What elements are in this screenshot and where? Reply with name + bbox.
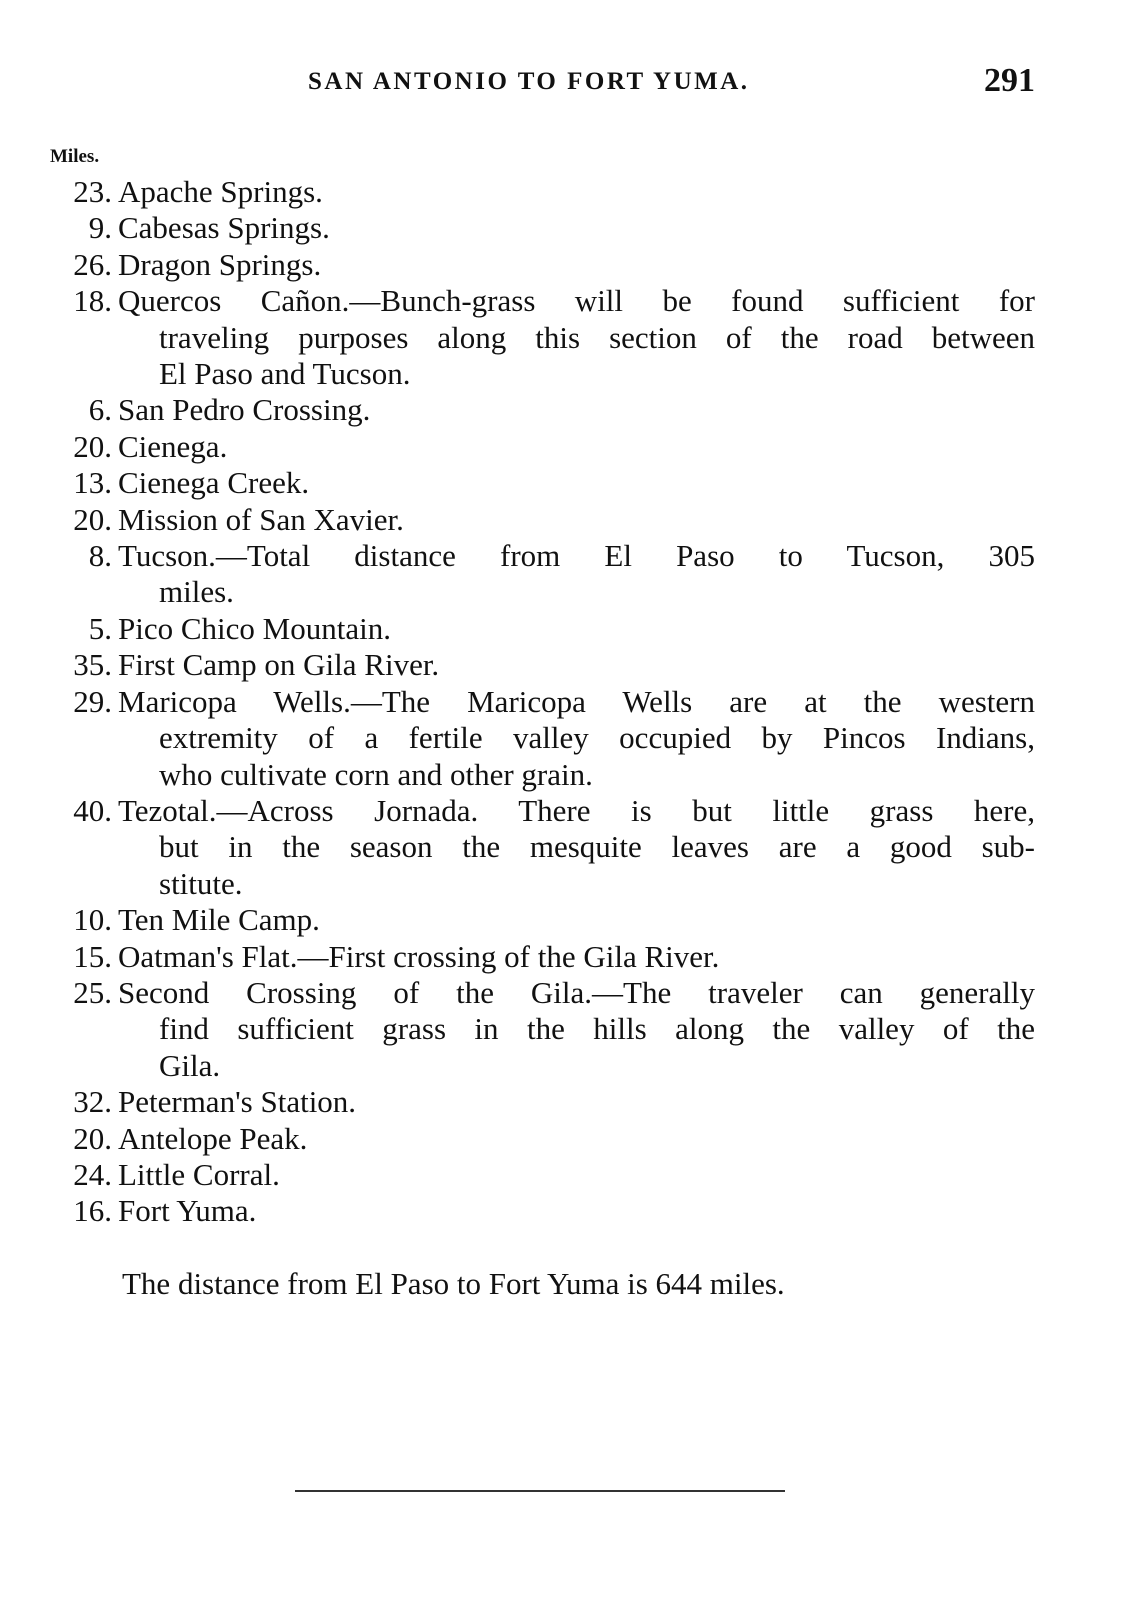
place-text: Cabesas Springs.: [118, 210, 330, 246]
place-text: Little Corral.: [118, 1156, 280, 1192]
place-text-continuation: stitute.: [159, 865, 243, 901]
place-text: Peterman's Station.: [118, 1084, 357, 1120]
place-text: Tucson.—Total distance from El Paso to Tucson, 305: [118, 538, 1035, 574]
mileage-number: 9.: [88, 210, 112, 246]
list-item: [50, 647, 1035, 683]
page-number: 291: [984, 62, 1035, 99]
list-item: [50, 1121, 1035, 1157]
list-item: [50, 210, 1035, 246]
list-item: [50, 684, 1035, 793]
miles-column-label: Miles.: [50, 146, 100, 167]
mileage-number: 40.: [73, 792, 112, 828]
list-item: [50, 392, 1035, 428]
place-text: Second Crossing of the Gila.—The traveler can generally: [118, 974, 1035, 1010]
mileage-number: 24.: [73, 1156, 112, 1192]
place-text-continuation: find sufficient grass in the hills along the valley of the: [159, 1011, 1035, 1047]
place-text: San Pedro Crossing.: [118, 392, 371, 428]
mileage-number: 6.: [88, 392, 112, 428]
place-text-continuation: miles.: [159, 574, 234, 610]
place-text: Pico Chico Mountain.: [118, 610, 391, 646]
mileage-number: 23.: [73, 174, 112, 209]
place-text: Dragon Springs.: [118, 246, 322, 282]
end-rule-divider: [295, 1490, 785, 1492]
running-head: [50, 62, 1035, 102]
mileage-number: 10.: [73, 902, 112, 938]
list-item: [50, 1084, 1035, 1120]
place-text: Tezotal.—Across Jornada. There is but little grass here,: [118, 792, 1035, 828]
list-item: [50, 502, 1035, 538]
list-item: [50, 174, 1035, 210]
total-distance-summary: The distance from El Paso to Fort Yuma is 644 miles.: [122, 1266, 785, 1301]
place-text: Cienega Creek.: [118, 465, 310, 501]
place-text: Oatman's Flat.—First crossing of the Gila River.: [118, 938, 720, 974]
place-text-continuation: traveling purposes along this section of the road between: [159, 319, 1035, 355]
place-text-continuation: El Paso and Tucson.: [159, 356, 411, 392]
list-item: [50, 1157, 1035, 1193]
mileage-number: 25.: [73, 974, 112, 1010]
mileage-number: 20.: [73, 428, 112, 464]
mileage-number: 29.: [73, 683, 112, 719]
place-text: Antelope Peak.: [118, 1120, 308, 1156]
mileage-number: 20.: [73, 501, 112, 537]
mileage-number: 26.: [73, 246, 112, 282]
list-item: [50, 975, 1035, 1084]
place-text: Mission of San Xavier.: [118, 501, 404, 537]
mileage-number: 20.: [73, 1120, 112, 1156]
list-item: [50, 793, 1035, 902]
place-text-continuation: Gila.: [159, 1047, 221, 1083]
list-item: [50, 611, 1035, 647]
place-text: Cienega.: [118, 428, 228, 464]
mileage-number: 16.: [73, 1193, 112, 1229]
place-text-continuation: extremity of a fertile valley occupied by Pincos Indians,: [159, 720, 1035, 756]
place-text-continuation: who cultivate corn and other grain.: [159, 756, 593, 792]
mileage-number: 35.: [73, 647, 112, 683]
place-text: Maricopa Wells.—The Maricopa Wells are at the western: [118, 683, 1035, 719]
place-text: Ten Mile Camp.: [118, 902, 320, 938]
place-text: Quercos Cañon.—Bunch-grass will be found sufficient for: [118, 283, 1035, 319]
list-item: [50, 465, 1035, 501]
list-item: [50, 1193, 1035, 1229]
list-item: [50, 538, 1035, 611]
place-text-continuation: but in the season the mesquite leaves are a good sub-: [159, 829, 1035, 865]
list-item: [50, 902, 1035, 938]
list-item: [50, 247, 1035, 283]
mileage-number: 18.: [73, 283, 112, 319]
list-item: [50, 939, 1035, 975]
mileage-number: 8.: [88, 538, 112, 574]
place-text: First Camp on Gila River.: [118, 647, 440, 683]
list-item: [50, 429, 1035, 465]
mileage-number: 13.: [73, 465, 112, 501]
running-head-title: SAN ANTONIO TO FORT YUMA.: [308, 68, 750, 95]
place-text: Fort Yuma.: [118, 1193, 257, 1229]
mileage-number: 32.: [73, 1084, 112, 1120]
list-item: [50, 283, 1035, 392]
mileage-number: 15.: [73, 938, 112, 974]
itinerary-list: [50, 174, 1035, 1230]
mileage-number: 5.: [88, 610, 112, 646]
place-text: Apache Springs.: [118, 174, 323, 209]
